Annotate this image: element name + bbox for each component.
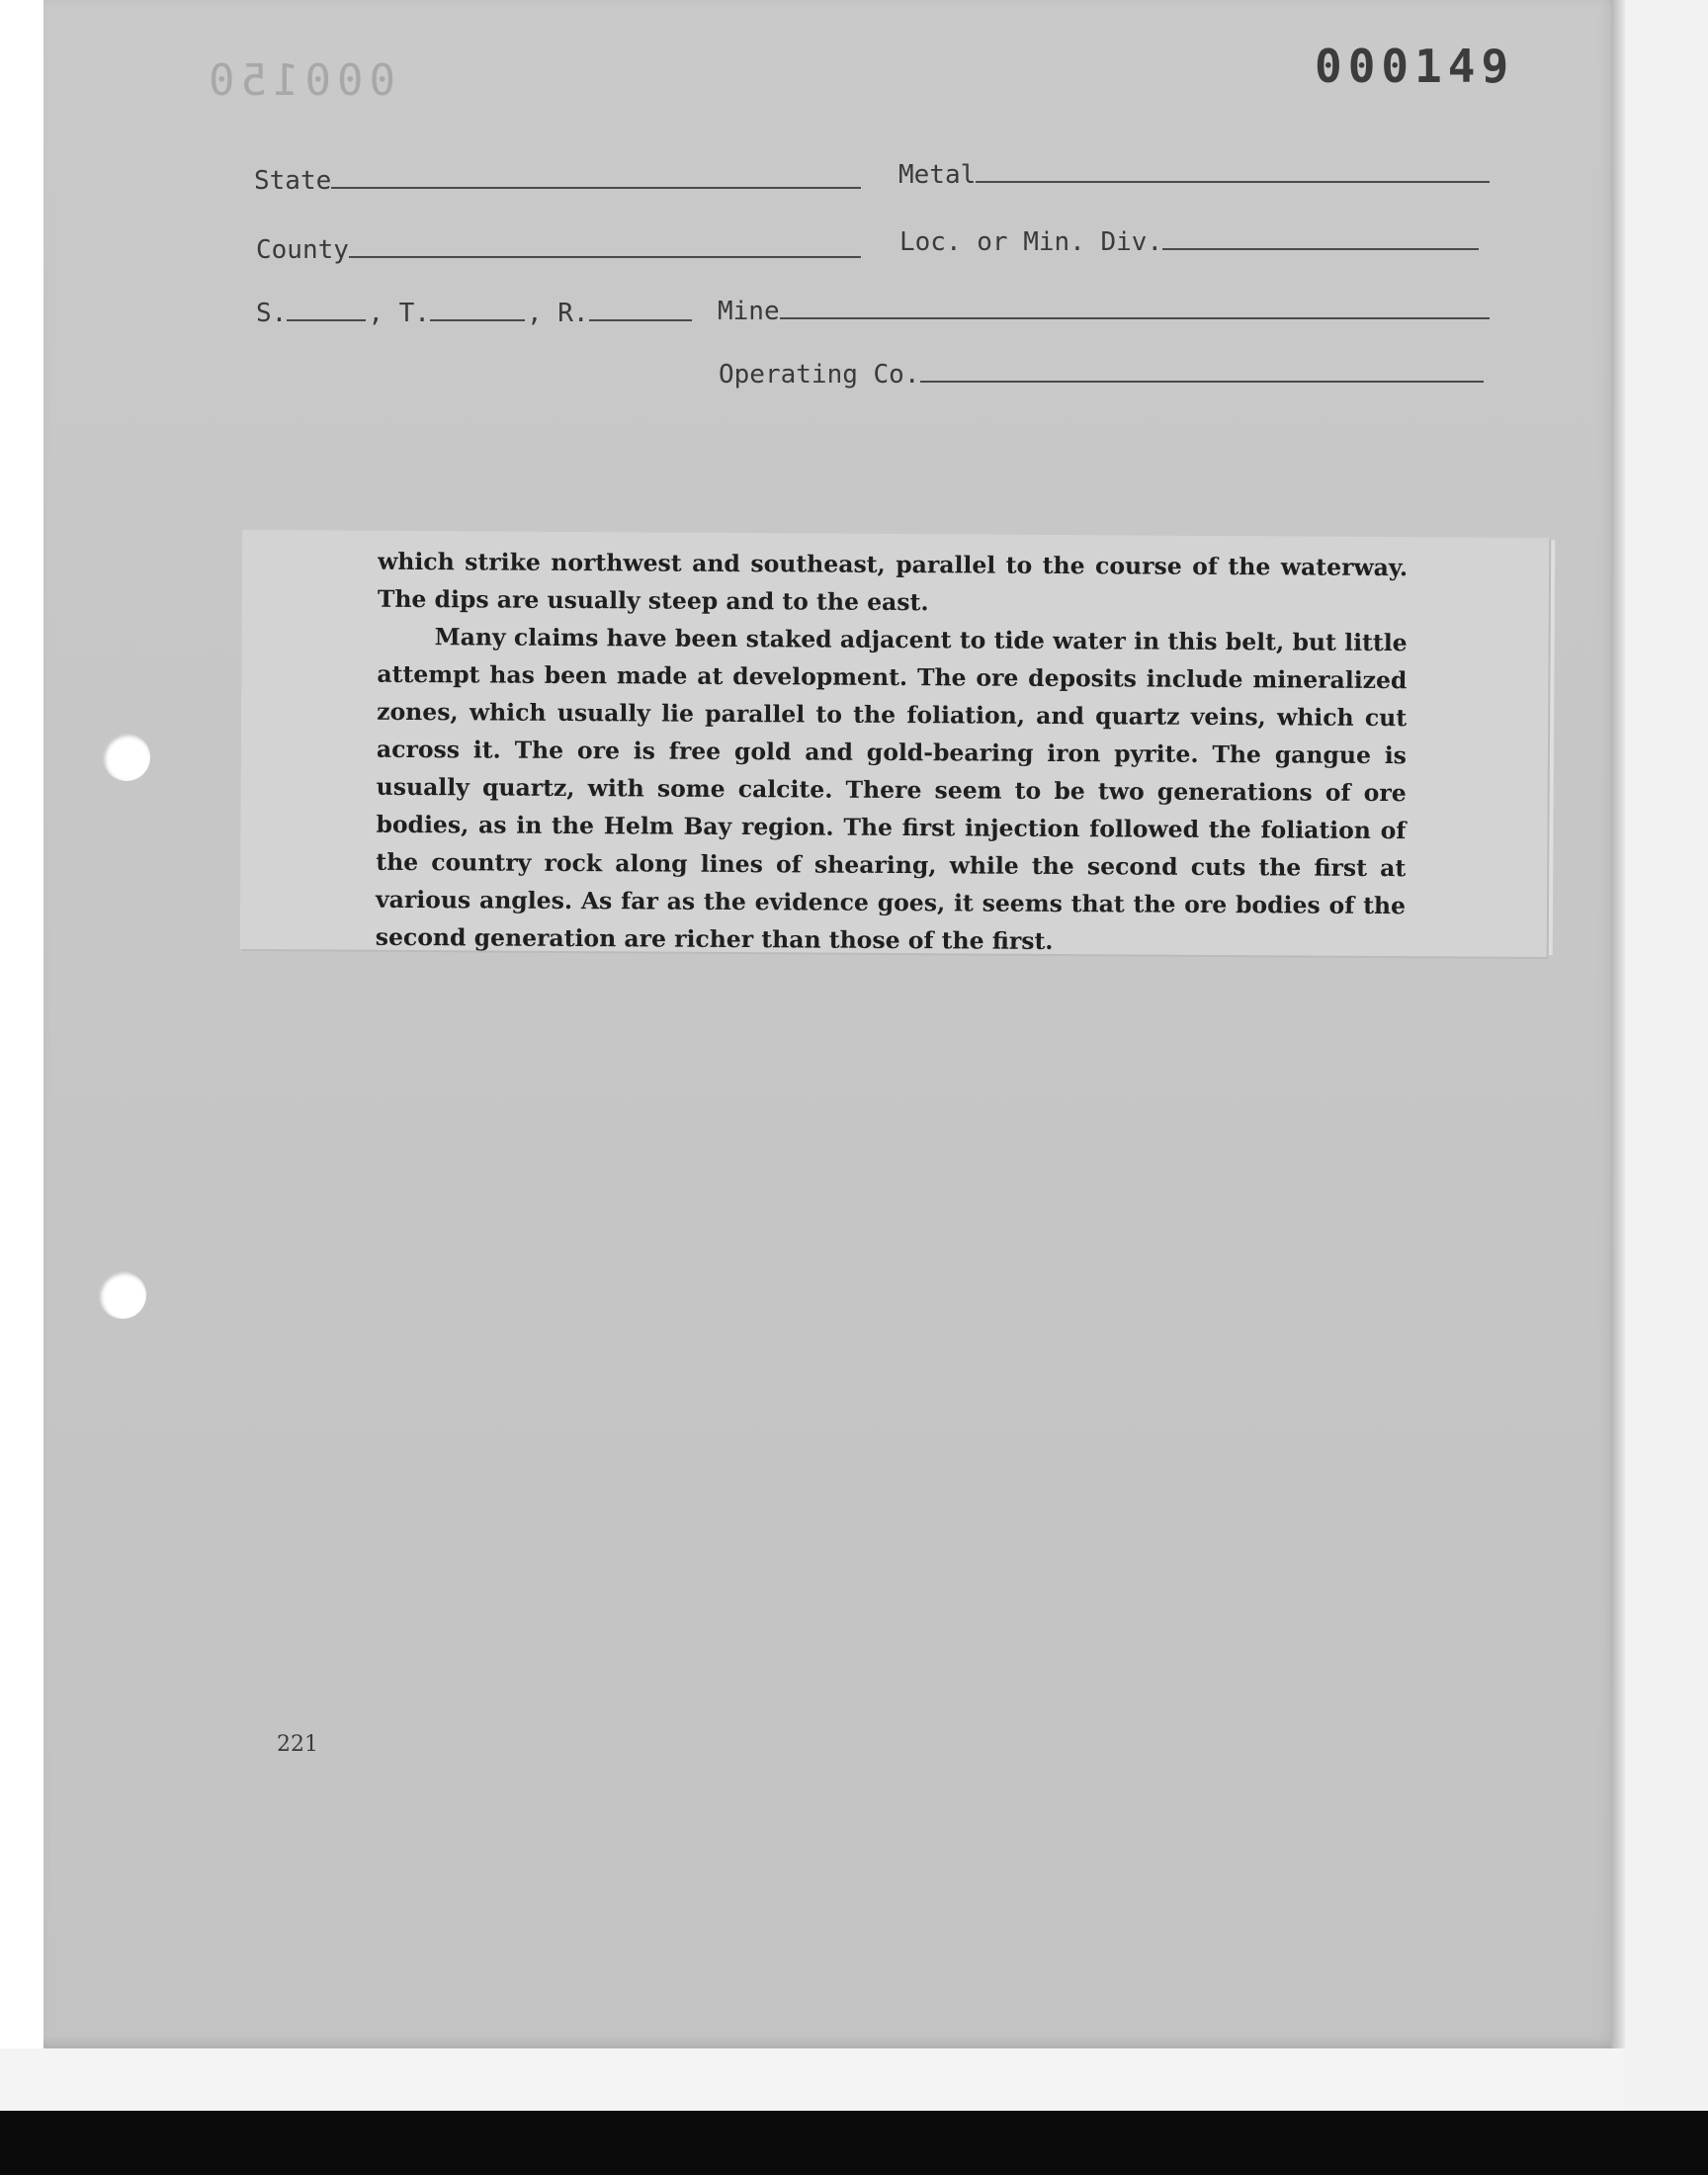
metal-line[interactable]: [976, 161, 1490, 183]
scan-margin: [1625, 0, 1708, 2111]
state-field: [254, 166, 861, 196]
loc-line[interactable]: [1162, 228, 1479, 250]
t-label: , T.: [368, 299, 430, 328]
text-clipping: [240, 530, 1550, 957]
county-field: [256, 235, 861, 265]
clipping-paragraph-1: which strike northwest and southeast, parallel to the course of the waterway. The dips are usually steep and to the east.: [377, 547, 1409, 617]
loc-field: [899, 227, 1479, 257]
r-line[interactable]: [589, 300, 692, 321]
sheet-edge: [1611, 0, 1625, 2048]
punch-hole-bottom: [99, 1271, 146, 1319]
mine-label: Mine: [718, 297, 780, 326]
state-label: State: [254, 166, 332, 196]
t-line[interactable]: [430, 300, 525, 321]
mine-field: [718, 297, 1490, 326]
loc-label: Loc. or Min. Div.: [899, 227, 1163, 257]
metal-label: Metal: [898, 160, 977, 190]
operating-co-label: Operating Co.: [719, 360, 920, 390]
stamp-number: 000149: [1315, 40, 1515, 93]
operating-co-field: [719, 360, 1484, 390]
county-line[interactable]: [349, 236, 861, 258]
operating-co-line[interactable]: [920, 361, 1484, 383]
mirrored-stamp-number: 000150: [203, 55, 395, 106]
page-number: 221: [277, 1732, 318, 1757]
state-line[interactable]: [331, 167, 861, 189]
scan-bottom-margin: [0, 2048, 1625, 2111]
clipping-text: [376, 543, 1409, 962]
section-township-range-field: [256, 299, 692, 328]
metal-field: [898, 160, 1490, 190]
s-label: S.: [256, 299, 288, 328]
r-label: , R.: [526, 299, 589, 328]
mine-line[interactable]: [780, 298, 1490, 319]
punch-hole-top: [103, 734, 150, 781]
county-label: County: [256, 235, 349, 265]
scan-bottom-bar: [0, 2111, 1708, 2175]
s-line[interactable]: [287, 300, 366, 321]
clipping-paragraph-2: Many claims have been staked adjacent to tide water in this belt, but little attempt has been made at development. The ore deposits include mineralized zones, which usually lie parallel to the foliation, and quartz veins, which cut across it. The ore is free gold and gold-bearing iron pyrite. The gangue is usually quartz, with some calcite. There seem to be two generations of ore bodies, as in the Helm Bay region. The first injection followed the foliation of the country rock along lines of shearing, while the second cuts the first at various angles. As far as the evidence goes, it seems that the ore bodies of the second generation are richer than those of the first.: [375, 623, 1408, 955]
